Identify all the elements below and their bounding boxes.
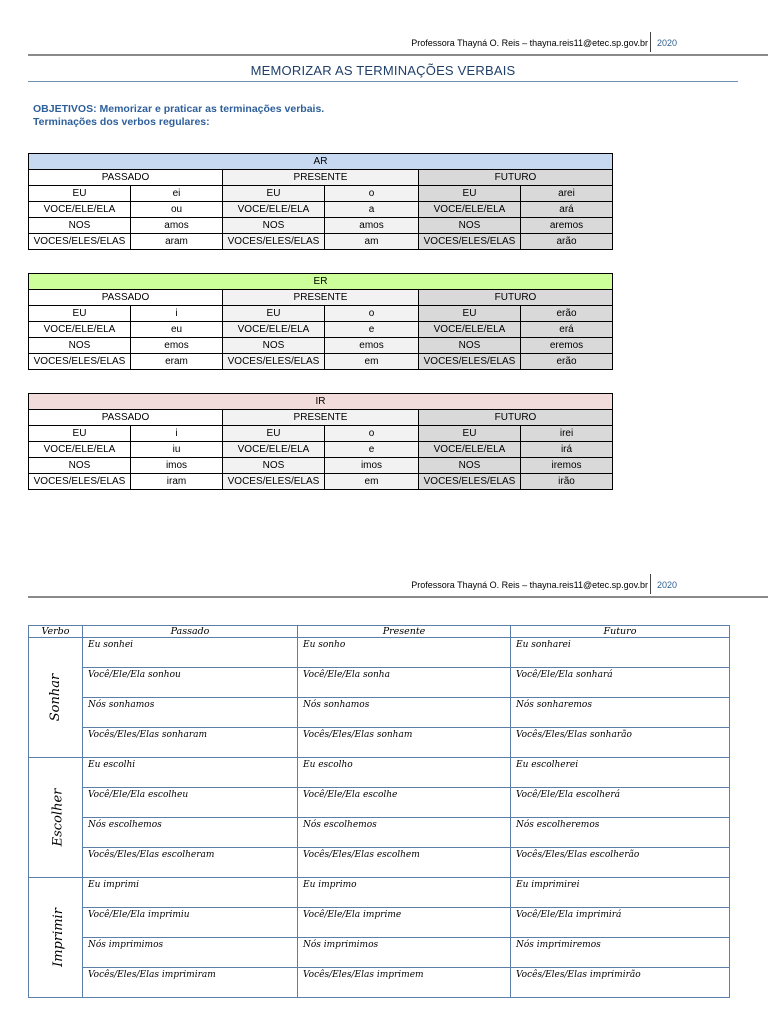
header-separator	[650, 574, 651, 594]
ending-table-ir	[28, 393, 613, 490]
table-row	[29, 202, 613, 218]
ending-cell: eram	[131, 354, 223, 370]
table-row	[29, 234, 613, 250]
header-rule	[28, 54, 768, 56]
ending-cell: amos	[325, 218, 419, 234]
table-row	[29, 878, 730, 908]
past-cell: Nós sonhamos	[83, 698, 298, 728]
ending-cell: amos	[131, 218, 223, 234]
table-row	[29, 788, 730, 818]
ending-cell: irão	[521, 474, 613, 490]
objectives	[33, 103, 324, 129]
pronoun-cell: EU	[223, 426, 325, 442]
past-cell: Eu escolhi	[83, 758, 298, 788]
pronoun-cell: VOCE/ELE/ELA	[223, 322, 325, 338]
page-header-2	[28, 574, 768, 602]
pronoun-cell: VOCE/ELE/ELA	[29, 322, 131, 338]
future-cell: Vocês/Eles/Elas imprimirão	[511, 968, 730, 998]
pronoun-cell: VOCES/ELES/ELAS	[223, 474, 325, 490]
header-separator	[650, 32, 651, 52]
ending-table-ar	[28, 153, 613, 250]
future-cell: Você/Ele/Ela escolherá	[511, 788, 730, 818]
table-row	[29, 218, 613, 234]
header-rule	[28, 596, 768, 598]
pronoun-cell: EU	[29, 426, 131, 442]
present-cell: Vocês/Eles/Elas escolhem	[298, 848, 511, 878]
table-row	[29, 698, 730, 728]
ending-cell: eu	[131, 322, 223, 338]
ending-cell: em	[325, 354, 419, 370]
table-row	[29, 818, 730, 848]
tense-header-present: PRESENTE	[223, 290, 419, 306]
present-cell: Nós imprimimos	[298, 938, 511, 968]
ending-cell: i	[131, 306, 223, 322]
pronoun-cell: VOCE/ELE/ELA	[29, 202, 131, 218]
past-cell: Você/Ele/Ela sonhou	[83, 668, 298, 698]
pronoun-cell: VOCES/ELES/ELAS	[29, 474, 131, 490]
present-cell: Eu sonho	[298, 638, 511, 668]
tense-header-present: PRESENTE	[223, 170, 419, 186]
pronoun-cell: NOS	[223, 458, 325, 474]
header-year: 2020	[657, 38, 678, 48]
ending-cell: iremos	[521, 458, 613, 474]
past-cell: Você/Ele/Ela escolheu	[83, 788, 298, 818]
table-row	[29, 442, 613, 458]
ending-cell: aremos	[521, 218, 613, 234]
pronoun-cell: EU	[223, 306, 325, 322]
table-row	[29, 968, 730, 998]
table-row	[29, 322, 613, 338]
pronoun-cell: VOCES/ELES/ELAS	[419, 234, 521, 250]
pronoun-cell: NOS	[29, 338, 131, 354]
pronoun-cell: NOS	[419, 458, 521, 474]
table-row	[29, 728, 730, 758]
present-cell: Vocês/Eles/Elas imprimem	[298, 968, 511, 998]
pronoun-cell: VOCE/ELE/ELA	[223, 202, 325, 218]
verb-name: Sonhar	[47, 673, 63, 722]
pronoun-cell: EU	[419, 426, 521, 442]
pronoun-cell: NOS	[223, 338, 325, 354]
future-cell: Eu escolherei	[511, 758, 730, 788]
table-row	[29, 938, 730, 968]
future-cell: Eu sonharei	[511, 638, 730, 668]
future-cell: Você/Ele/Ela imprimirá	[511, 908, 730, 938]
tense-header-past: PASSADO	[29, 410, 223, 426]
pronoun-cell: VOCE/ELE/ELA	[419, 442, 521, 458]
table-row	[29, 306, 613, 322]
future-cell: Vocês/Eles/Elas escolherão	[511, 848, 730, 878]
past-cell: Você/Ele/Ela imprimiu	[83, 908, 298, 938]
present-cell: Você/Ele/Ela imprime	[298, 908, 511, 938]
tense-header-future: FUTURO	[419, 170, 613, 186]
pronoun-cell: EU	[29, 306, 131, 322]
ending-cell: am	[325, 234, 419, 250]
header-author: Professora Thayná O. Reis – thayna.reis11@etec.sp.gov.br	[411, 580, 648, 590]
pronoun-cell: NOS	[223, 218, 325, 234]
past-cell: Vocês/Eles/Elas sonharam	[83, 728, 298, 758]
pronoun-cell: EU	[419, 186, 521, 202]
ending-cell: ou	[131, 202, 223, 218]
ending-table-er	[28, 273, 613, 370]
table-row	[29, 474, 613, 490]
pronoun-cell: NOS	[29, 218, 131, 234]
verb-cell-sonhar	[29, 638, 83, 758]
header-author: Professora Thayná O. Reis – thayna.reis11@etec.sp.gov.br	[411, 38, 648, 48]
past-cell: Eu imprimi	[83, 878, 298, 908]
future-cell: Você/Ele/Ela sonhará	[511, 668, 730, 698]
pronoun-cell: VOCE/ELE/ELA	[223, 442, 325, 458]
pronoun-cell: VOCES/ELES/ELAS	[223, 354, 325, 370]
pronoun-cell: EU	[29, 186, 131, 202]
pronoun-cell: NOS	[29, 458, 131, 474]
pronoun-cell: VOCES/ELES/ELAS	[29, 354, 131, 370]
table-row	[29, 426, 613, 442]
ending-cell: ará	[521, 202, 613, 218]
ending-cell: i	[131, 426, 223, 442]
ending-cell: erão	[521, 306, 613, 322]
ending-cell: o	[325, 306, 419, 322]
pronoun-cell: EU	[223, 186, 325, 202]
ending-cell: e	[325, 322, 419, 338]
ending-cell: erão	[521, 354, 613, 370]
ending-cell: emos	[131, 338, 223, 354]
ending-cell: o	[325, 426, 419, 442]
ending-cell: erá	[521, 322, 613, 338]
future-cell: Nós imprimiremos	[511, 938, 730, 968]
table-row	[29, 458, 613, 474]
pronoun-cell: NOS	[419, 218, 521, 234]
table-row	[29, 186, 613, 202]
verb-name: Escolher	[50, 788, 66, 847]
table-row	[29, 638, 730, 668]
pronoun-cell: VOCE/ELE/ELA	[419, 322, 521, 338]
ending-cell: e	[325, 442, 419, 458]
pronoun-cell: VOCE/ELE/ELA	[29, 442, 131, 458]
ending-cell: a	[325, 202, 419, 218]
ending-cell: imos	[325, 458, 419, 474]
tense-header-past: PASSADO	[29, 170, 223, 186]
ending-cell: aram	[131, 234, 223, 250]
col-header-future: Futuro	[511, 626, 730, 638]
present-cell: Você/Ele/Ela sonha	[298, 668, 511, 698]
ending-cell: ei	[131, 186, 223, 202]
pronoun-cell: VOCES/ELES/ELAS	[419, 354, 521, 370]
ending-cell: iram	[131, 474, 223, 490]
pronoun-cell: NOS	[419, 338, 521, 354]
past-cell: Eu sonhei	[83, 638, 298, 668]
table-row	[29, 848, 730, 878]
ending-cell: irá	[521, 442, 613, 458]
verb-name: Imprimir	[50, 908, 66, 967]
past-cell: Vocês/Eles/Elas imprimiram	[83, 968, 298, 998]
pronoun-cell: EU	[419, 306, 521, 322]
ending-cell: arão	[521, 234, 613, 250]
future-cell: Nós escolheremos	[511, 818, 730, 848]
present-cell: Vocês/Eles/Elas sonham	[298, 728, 511, 758]
col-header-verb: Verbo	[29, 626, 83, 638]
ending-cell: arei	[521, 186, 613, 202]
ending-title: ER	[29, 274, 613, 290]
ending-cell: em	[325, 474, 419, 490]
table-row	[29, 908, 730, 938]
pronoun-cell: VOCE/ELE/ELA	[419, 202, 521, 218]
ending-cell: emos	[325, 338, 419, 354]
verb-cell-escolher	[29, 758, 83, 878]
ending-cell: o	[325, 186, 419, 202]
future-cell: Nós sonharemos	[511, 698, 730, 728]
tense-header-future: FUTURO	[419, 290, 613, 306]
future-cell: Vocês/Eles/Elas sonharão	[511, 728, 730, 758]
ending-cell: eremos	[521, 338, 613, 354]
col-header-present: Presente	[298, 626, 511, 638]
table-row	[29, 758, 730, 788]
table-row	[29, 338, 613, 354]
col-header-past: Passado	[83, 626, 298, 638]
tense-header-future: FUTURO	[419, 410, 613, 426]
past-cell: Nós imprimimos	[83, 938, 298, 968]
tense-header-past: PASSADO	[29, 290, 223, 306]
past-cell: Vocês/Eles/Elas escolheram	[83, 848, 298, 878]
title-underline	[28, 81, 738, 82]
ending-cell: iu	[131, 442, 223, 458]
ending-cell: imos	[131, 458, 223, 474]
ending-title: IR	[29, 394, 613, 410]
objectives-line: OBJETIVOS: Memorizar e praticar as terminações verbais.	[33, 103, 325, 115]
future-cell: Eu imprimirei	[511, 878, 730, 908]
tense-header-present: PRESENTE	[223, 410, 419, 426]
present-cell: Nós sonhamos	[298, 698, 511, 728]
past-cell: Nós escolhemos	[83, 818, 298, 848]
objectives-subtitle: Terminações dos verbos regulares:	[33, 116, 210, 128]
present-cell: Eu escolho	[298, 758, 511, 788]
ending-cell: irei	[521, 426, 613, 442]
ending-title: AR	[29, 154, 613, 170]
header-year: 2020	[657, 580, 678, 590]
table-row	[29, 668, 730, 698]
page-header-1	[28, 32, 768, 60]
present-cell: Nós escolhemos	[298, 818, 511, 848]
pronoun-cell: VOCES/ELES/ELAS	[419, 474, 521, 490]
present-cell: Eu imprimo	[298, 878, 511, 908]
table-row	[29, 354, 613, 370]
pronoun-cell: VOCES/ELES/ELAS	[29, 234, 131, 250]
page-title: MEMORIZAR AS TERMINAÇÕES VERBAIS	[250, 63, 516, 78]
conjugation-table	[28, 625, 730, 998]
verb-cell-imprimir	[29, 878, 83, 998]
present-cell: Você/Ele/Ela escolhe	[298, 788, 511, 818]
pronoun-cell: VOCES/ELES/ELAS	[223, 234, 325, 250]
